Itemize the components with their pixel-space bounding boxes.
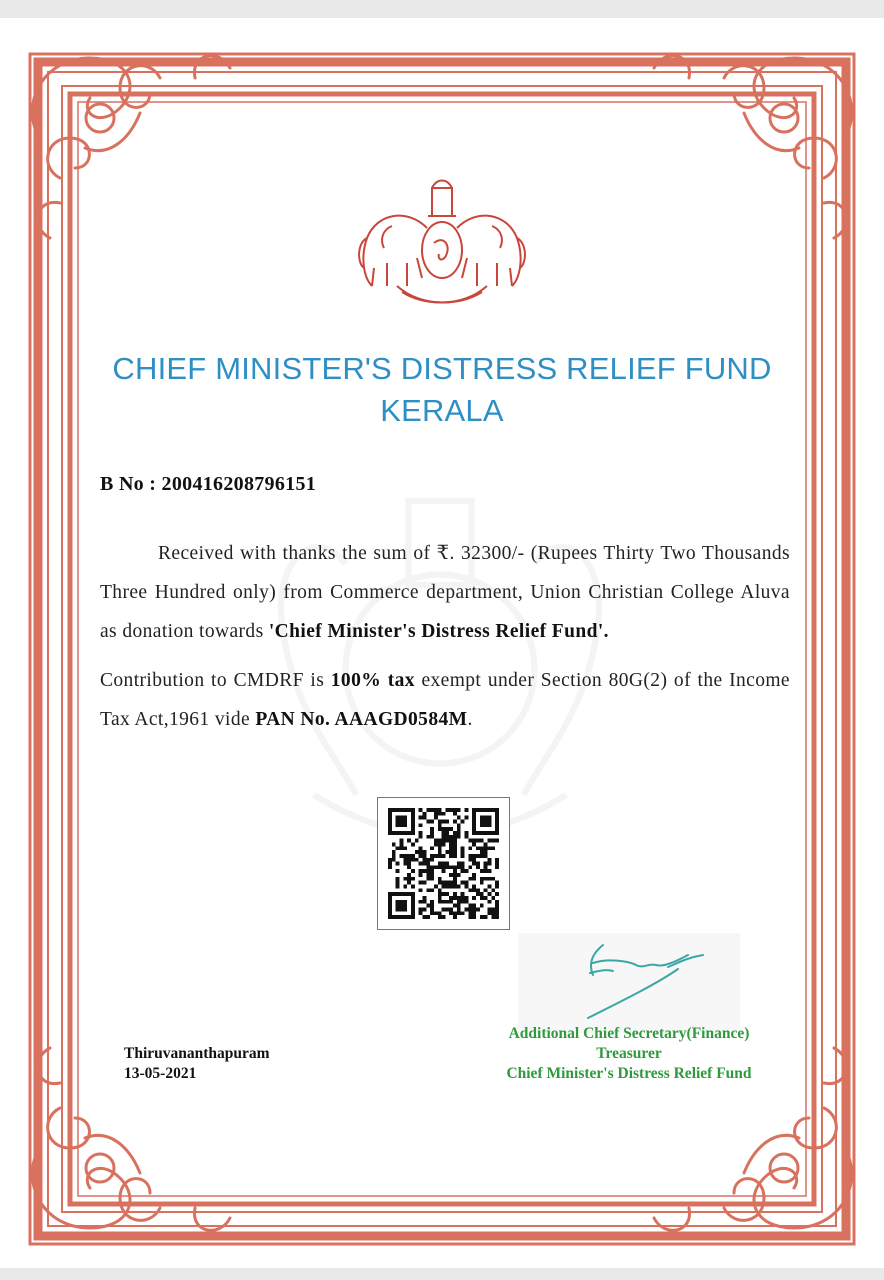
receipt-paragraph: Received with thanks the sum of ₹. 32300/- (Rupees Thirty Two Thousands Three Hundred only) from Commerce department, Union Christian College Aluva as donation towards 'Chief Minister's Distress Relief Fund'. (100, 543, 790, 642)
tax-exemption-paragraph: Contribution to CMDRF is 100% tax exempt under Section 80G(2) of the Income Tax Act,1961 vide PAN No. AAAGD0584M. (100, 670, 790, 730)
signatory-block (470, 1024, 788, 1084)
bill-number-label: B No : (100, 473, 162, 495)
title-line-2: KERALA (380, 393, 504, 428)
place-and-date (124, 1044, 270, 1084)
qr-code-icon (377, 797, 510, 930)
signatory-designation: Additional Chief Secretary(Finance) (508, 1025, 750, 1042)
bill-number-line (100, 473, 316, 496)
place: Thiruvananthapuram (124, 1045, 270, 1062)
certificate-title (60, 348, 824, 432)
tax-exempt-percent: 100% tax (330, 670, 415, 691)
signatory-role: Treasurer (596, 1045, 662, 1062)
bill-number-value: 200416208796151 (161, 473, 317, 495)
fund-name: 'Chief Minister's Distress Relief Fund' (268, 621, 604, 642)
title-line-1: CHIEF MINISTER'S DISTRESS RELIEF FUND (112, 351, 772, 386)
pan-number: PAN No. AAAGD0584M (255, 709, 468, 730)
signatory-fund: Chief Minister's Distress Relief Fund (506, 1065, 752, 1082)
issue-date: 13-05-2021 (124, 1065, 197, 1082)
signature-icon (518, 933, 740, 1033)
qr-code-graphic (388, 808, 499, 919)
receipt-body (100, 534, 790, 739)
certificate (0, 18, 884, 1268)
kerala-state-emblem-icon (352, 168, 532, 308)
